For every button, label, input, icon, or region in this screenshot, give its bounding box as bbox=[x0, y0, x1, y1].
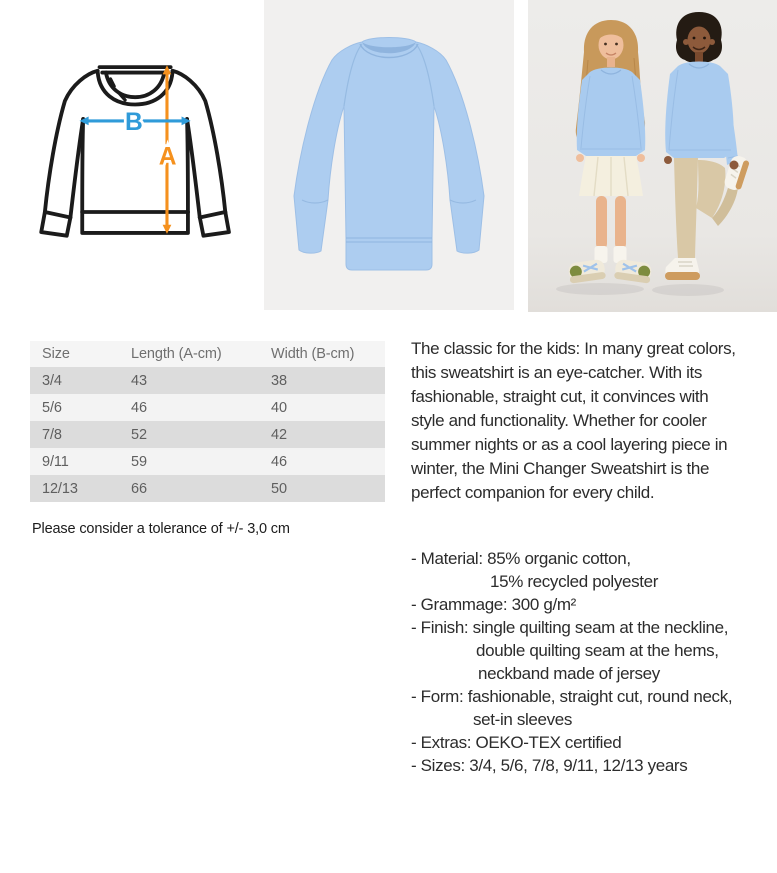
description-line: summer nights or as a cool layering piece in bbox=[411, 435, 728, 454]
description-line: perfect companion for every child. bbox=[411, 483, 655, 502]
kids-models-illustration bbox=[528, 0, 777, 312]
spec-line-material: - Material: 85% organic cotton, bbox=[411, 549, 631, 568]
label-b: B bbox=[125, 109, 143, 136]
table-row: 5/6 46 40 bbox=[30, 394, 385, 421]
table-row: 7/8 52 42 bbox=[30, 421, 385, 448]
sweatshirt-outline-drawing bbox=[30, 48, 242, 253]
spec-line-extras: - Extras: OEKO-TEX certified bbox=[411, 733, 622, 752]
spec-line-finish-cont: double quilting seam at the hems, bbox=[476, 641, 719, 660]
spec-line-form-cont: set-in sleeves bbox=[473, 710, 573, 729]
product-description bbox=[411, 337, 777, 505]
header-size: Size bbox=[30, 341, 131, 367]
spec-line-form: - Form: fashionable, straight cut, round neck, bbox=[411, 687, 733, 706]
measurement-diagram bbox=[30, 48, 242, 253]
description-line: The classic for the kids: In many great colors, bbox=[411, 339, 736, 358]
table-header-row bbox=[30, 341, 385, 367]
spec-line-finish: - Finish: single quilting seam at the neckline, bbox=[411, 618, 729, 637]
label-a: A bbox=[158, 143, 177, 171]
description-line: style and functionality. Whether for cooler bbox=[411, 411, 707, 430]
size-table bbox=[30, 341, 385, 502]
models-product-image[interactable] bbox=[528, 0, 777, 312]
spec-line-finish-cont: neckband made of jersey bbox=[478, 664, 660, 683]
description-line: winter, the Mini Changer Sweatshirt is the bbox=[411, 459, 710, 478]
spec-line-material-cont: 15% recycled polyester bbox=[490, 572, 659, 591]
spec-list bbox=[411, 547, 777, 777]
table-row: 12/13 66 50 bbox=[30, 475, 385, 502]
flatlay-product-image[interactable] bbox=[264, 0, 514, 310]
description-line: this sweatshirt is an eye-catcher. With its bbox=[411, 363, 703, 382]
header-width: Width (B-cm) bbox=[271, 341, 385, 367]
flatlay-sweatshirt-illustration bbox=[264, 0, 514, 310]
table-row: 3/4 43 38 bbox=[30, 367, 385, 394]
spec-line-sizes: - Sizes: 3/4, 5/6, 7/8, 9/11, 12/13 years bbox=[411, 756, 688, 775]
header-length: Length (A-cm) bbox=[131, 341, 271, 367]
table-row: 9/11 59 46 bbox=[30, 448, 385, 475]
tolerance-note: Please consider a tolerance of +/- 3,0 cm bbox=[32, 521, 290, 537]
spec-line-grammage: - Grammage: 300 g/m² bbox=[411, 595, 576, 614]
description-line: fashionable, straight cut, it convinces with bbox=[411, 387, 709, 406]
